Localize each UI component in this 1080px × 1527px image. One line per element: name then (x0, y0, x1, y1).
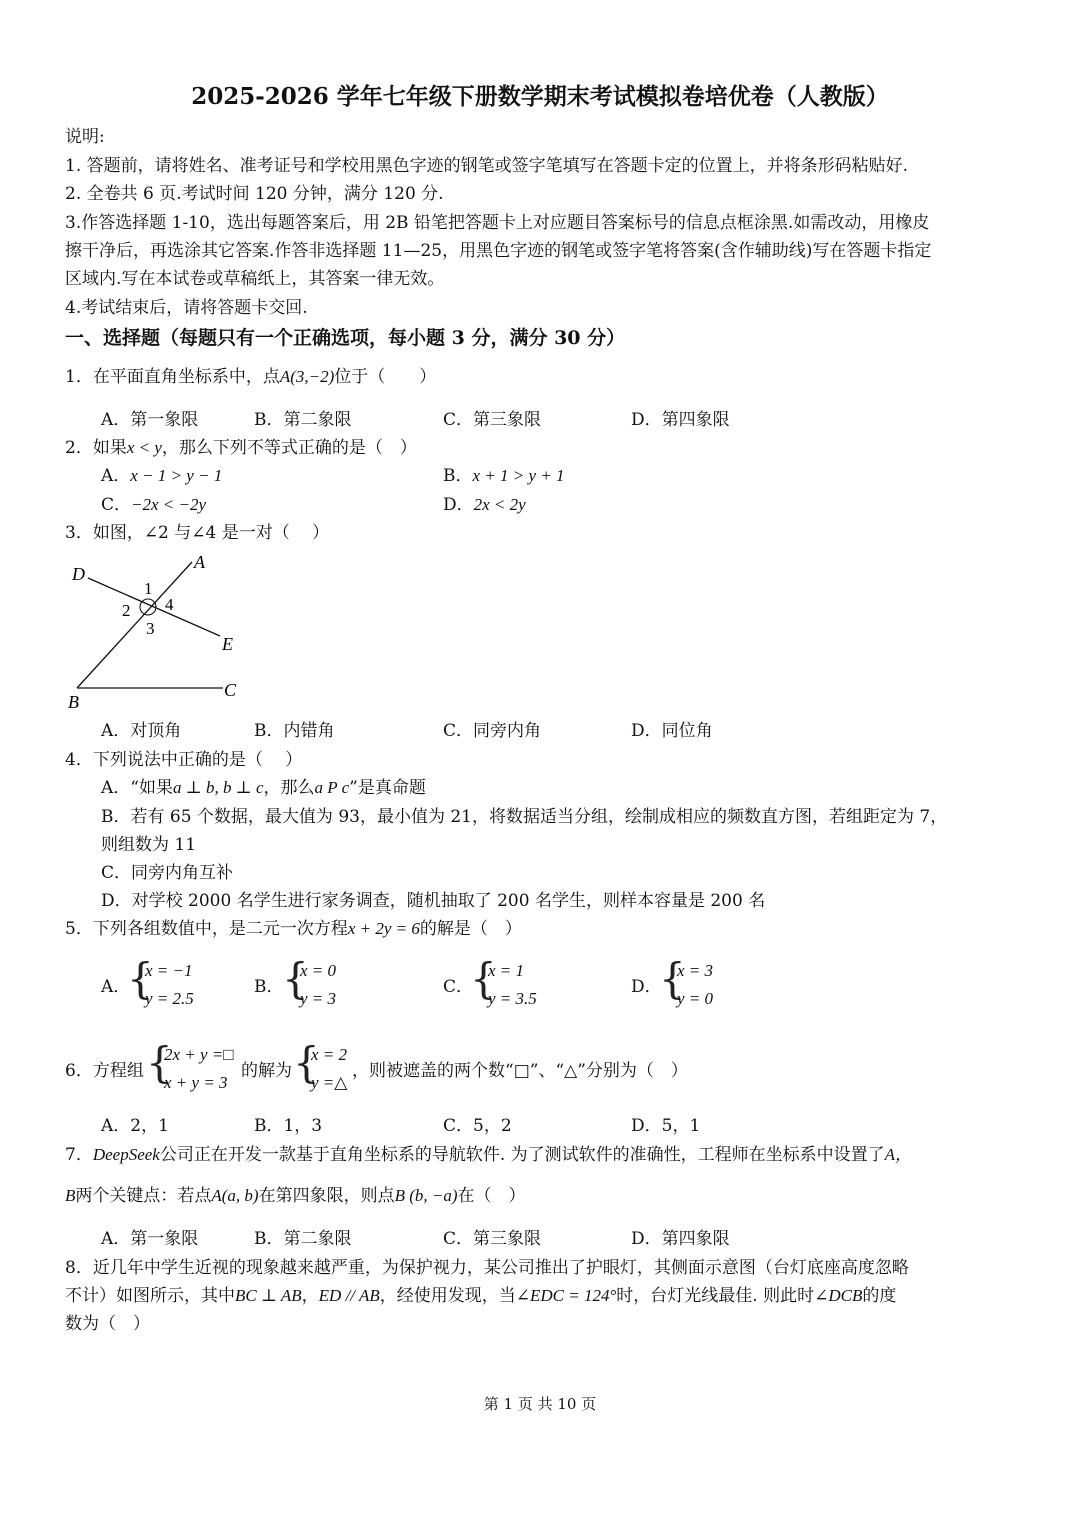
q3-option-b: B．内错角 (254, 721, 335, 741)
angle-figure (60, 548, 260, 716)
q4-option-b-line-2: 则组数为 11 (101, 835, 197, 855)
label-c: C (224, 680, 237, 700)
q6-option-b: B．1，3 (254, 1116, 323, 1136)
q3-option-a: A．对顶角 (101, 721, 182, 741)
label-b: B (68, 692, 79, 712)
deepseek-brand: DeepSeek (92, 1145, 160, 1164)
question-2-stem (65, 437, 417, 459)
q1-tail: 位于（ ） (334, 367, 437, 387)
q2-condition: x < y (126, 438, 162, 457)
q6-system-eq1: 2x + y =□ (164, 1045, 234, 1064)
q4-option-a: A．“如果a ⊥ b, b ⊥ c，那么a P c”是真命题 (101, 778, 426, 798)
note-3-line-2: 擦干净后，再选涂其它答案.作答非选择题 11—25，用黑色字迹的钢笔或签字笔将答案(含作辅助线)写在答题卡指定 (65, 241, 932, 261)
q7-option-d: D．第四象限 (631, 1229, 730, 1249)
question-8-line-3: 数为（ ） (65, 1314, 150, 1334)
question-7-line-2: B两个关键点：若点A(a, b)在第四象限，则点B (b, −a)在（ ） (65, 1186, 526, 1206)
question-8-line-2: 不计）如图所示，其中BC ⊥ AB，ED // AB，经使用发现，当∠EDC = 124°时，台灯光线最佳. 则此时∠DCB的度 (65, 1286, 897, 1306)
q7-option-a: A．第一象限 (101, 1229, 199, 1249)
q6-option-a: A．2，1 (101, 1116, 169, 1136)
q5-b-y: y = 3 (300, 989, 337, 1008)
q4-option-b-line-1: B．若有 65 个数据，最大值为 93，最小值为 21，将数据适当分组，绘制成相应的频数直方图，若组距定为 7， (101, 807, 948, 827)
q7-option-b: B．第二象限 (254, 1229, 352, 1249)
q3-option-c: C．同旁内角 (443, 721, 542, 741)
q5-c-x: x = 1 (488, 961, 525, 980)
section-heading: 一、选择题（每题只有一个正确选项，每小题 3 分，满分 30 分） (65, 327, 626, 349)
page-footer: 第 1 页 共 10 页 (483, 1395, 597, 1413)
label-angle-1: 1 (144, 579, 153, 598)
q5-c-y: y = 3.5 (488, 989, 537, 1008)
question-8-line-1: 8．近几年中学生近视的现象越来越严重，为保护视力，某公司推出了护眼灯，其侧面示意图（台灯底座高度忽略 (65, 1258, 909, 1278)
label-e: E (222, 634, 233, 654)
label-angle-3: 3 (146, 619, 155, 638)
question-5-stem: 5．下列各组数值中，是二元一次方程x + 2y = 6的解是（ ） (65, 919, 522, 939)
q6-text-pre: 6．方程组 (65, 1061, 144, 1081)
q2-option-d: D．2x < 2y (443, 495, 526, 515)
q6-brace-solution: { (293, 1038, 320, 1087)
notes-heading: 说明: (65, 127, 105, 147)
note-3-line-3: 区域内.写在本试卷或草稿纸上，其答案一律无效。 (65, 269, 445, 289)
question-3-stem: 3．如图，∠2 与∠4 是一对（ ） (65, 523, 330, 543)
q5-brace-b: { (282, 954, 309, 1003)
q3-option-d: D．同位角 (631, 721, 713, 741)
q4-option-d: D．对学校 2000 名学生进行家务调查，随机抽取了 200 名学生，则样本容量是 200 名 (101, 891, 766, 911)
q1-option-d: D．第四象限 (631, 410, 730, 430)
q5-d-y: y = 0 (677, 989, 714, 1008)
q4-option-c: C．同旁内角互补 (101, 863, 234, 883)
q2-option-c: C．−2x < −2y (101, 495, 207, 515)
q5-a-y: y = 2.5 (145, 989, 194, 1008)
q6-system-eq2: x + y = 3 (164, 1073, 228, 1092)
q6-option-c: C．5，2 (443, 1116, 512, 1136)
label-angle-2: 2 (122, 601, 131, 620)
q2-text: 2．如果 (65, 438, 127, 458)
q6-solution-y: y =△ (311, 1073, 348, 1092)
q5-brace-a: { (127, 954, 154, 1003)
q1-text: 1．在平面直角坐标系中，点 (65, 367, 280, 387)
question-7-line-1: 7．DeepSeek公司正在开发一款基于直角坐标系的导航软件. 为了测试软件的准确性，工程师在坐标系中设置了A， (65, 1145, 913, 1165)
q2-tail: ，那么下列不等式正确的是（ ） (161, 438, 417, 458)
q5-d-x: x = 3 (677, 961, 714, 980)
q6-solution-x: x = 2 (311, 1045, 348, 1064)
q5-brace-c: { (470, 954, 497, 1003)
q2-option-a: A．x − 1 > y − 1 (101, 466, 223, 486)
note-4: 4.考试结束后，请将答题卡交回. (65, 298, 308, 318)
q6-text-mid: 的解为 (241, 1061, 292, 1081)
q7-option-c: C．第三象限 (443, 1229, 542, 1249)
question-4-stem: 4．下列说法中正确的是（ ） (65, 750, 303, 770)
q1-point: A(3,−2) (279, 367, 335, 386)
note-3-line-1: 3.作答选择题 1-10，选出每题答案后，用 2B 铅笔把答题卡上对应题目答案标号的信息点框涂黑.如需改动，用橡皮 (65, 213, 930, 233)
q2-option-b: B．x + 1 > y + 1 (443, 466, 565, 486)
q5-option-d-label: D． (631, 977, 662, 997)
q5-brace-d: { (659, 954, 686, 1003)
q1-option-a: A．第一象限 (101, 410, 199, 430)
q5-option-b-label: B． (254, 977, 284, 997)
question-1-stem (65, 366, 436, 388)
label-d: D (72, 564, 85, 584)
label-angle-4: 4 (165, 595, 174, 614)
q5-a-x: x = −1 (145, 961, 193, 980)
q5-option-a-label: A． (101, 977, 131, 997)
q5-option-c-label: C． (443, 977, 474, 997)
q6-option-d: D．5，1 (631, 1116, 701, 1136)
q6-brace-system: { (146, 1038, 173, 1087)
q1-option-b: B．第二象限 (254, 410, 352, 430)
note-2: 2. 全卷共 6 页.考试时间 120 分钟，满分 120 分. (65, 184, 444, 204)
note-1: 1. 答题前，请将姓名、准考证号和学校用黑色字迹的钢笔或签字笔填写在答题卡定的位置上，并将条形码粘贴好. (65, 156, 909, 176)
label-a: A (194, 552, 205, 572)
q5-b-x: x = 0 (300, 961, 337, 980)
q6-text-post: ，则被遮盖的两个数“□”、“△”分别为（ ） (352, 1061, 688, 1081)
q1-option-c: C．第三象限 (443, 410, 542, 430)
page-title: 2025-2026 学年七年级下册数学期末考试模拟卷培优卷（人教版） (191, 83, 889, 110)
